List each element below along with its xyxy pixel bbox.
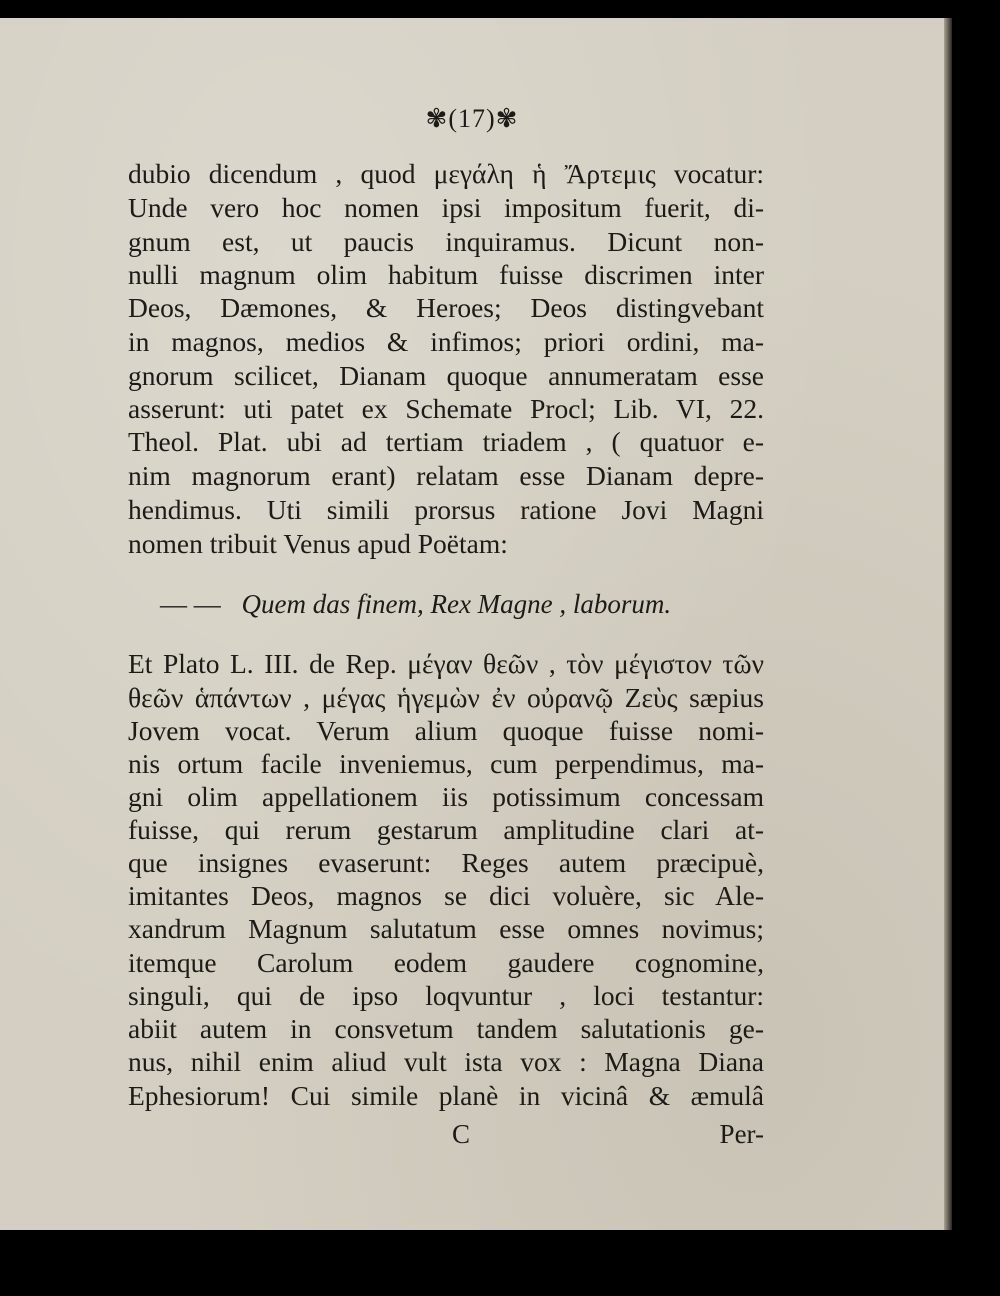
page-header: ✾(17)✾ — [425, 104, 519, 133]
verse-text: Quem das finem, Rex Magne , laborum. — [241, 589, 672, 619]
text-line: Jovem vocat. Verum alium quoque fuisse nomi- — [128, 715, 764, 746]
text-line: singuli, qui de ipso loqvuntur , loci testantur: — [128, 980, 764, 1011]
text-line: nus, nihil enim aliud vult ista vox : Magna Diana — [128, 1046, 764, 1077]
text-line: Et Plato L. III. de Rep. μέγαν θεῶν , τὸν μέγιστον τῶν — [128, 648, 764, 679]
text-line: asserunt: uti patet ex Schemate Procl; Lib. VI, 22. — [128, 393, 764, 424]
text-line: Ephesiorum! Cui simile planè in vicinâ & æmulâ — [128, 1080, 764, 1111]
text-line: gnorum scilicet, Dianam quoque annumeratam esse — [128, 360, 764, 391]
text-line: θεῶν ἁπάντων , μέγας ἡγεμὼν ἐν οὐρανῷ Ζεὺς sæpius — [128, 682, 764, 713]
text-line: Deos, Dæmones, & Heroes; Deos distingvebant — [128, 292, 764, 323]
text-line: nim magnorum erant) relatam esse Dianam depre- — [128, 460, 764, 491]
text-line: xandrum Magnum salutatum esse omnes novimus; — [128, 913, 764, 944]
text-line: Theol. Plat. ubi ad tertiam triadem , ( quatuor e- — [128, 426, 764, 457]
text-line: gni olim appellationem iis potissimum concessam — [128, 781, 764, 812]
text-line: nis ortum facile inveniemus, cum perpendimus, ma- — [128, 748, 764, 779]
text-line: que insignes evaserunt: Reges autem præcipuè, — [128, 847, 764, 878]
text-line: in magnos, medios & infimos; priori ordini, ma- — [128, 326, 764, 357]
catchword: Per- — [719, 1119, 764, 1149]
text-line: itemque Carolum eodem gaudere cognomine, — [128, 947, 764, 978]
text-line: hendimus. Uti simili prorsus ratione Jovi Magni — [128, 494, 764, 525]
verse-dashes: — — — [160, 589, 221, 619]
text-line: dubio dicendum , quod μεγάλη ἡ Ἄρτεμις vocatur: — [128, 158, 764, 189]
text-line: imitantes Deos, magnos se dici voluère, sic Ale- — [128, 880, 764, 911]
text-line: nulli magnum olim habitum fuisse discrimen inter — [128, 259, 764, 290]
verse-quotation — [160, 588, 760, 620]
page-edge — [944, 18, 952, 1230]
signature-mark: C — [452, 1119, 471, 1149]
text-line: Unde vero hoc nomen ipsi impositum fuerit, di- — [128, 192, 764, 223]
text-line: fuisse, qui rerum gestarum amplitudine clari at- — [128, 814, 764, 845]
text-line: nomen tribuit Venus apud Poëtam: — [128, 528, 508, 559]
text-line: gnum est, ut paucis inquiramus. Dicunt non- — [128, 226, 764, 257]
text-line: abiit autem in consvetum tandem salutationis ge- — [128, 1013, 764, 1044]
